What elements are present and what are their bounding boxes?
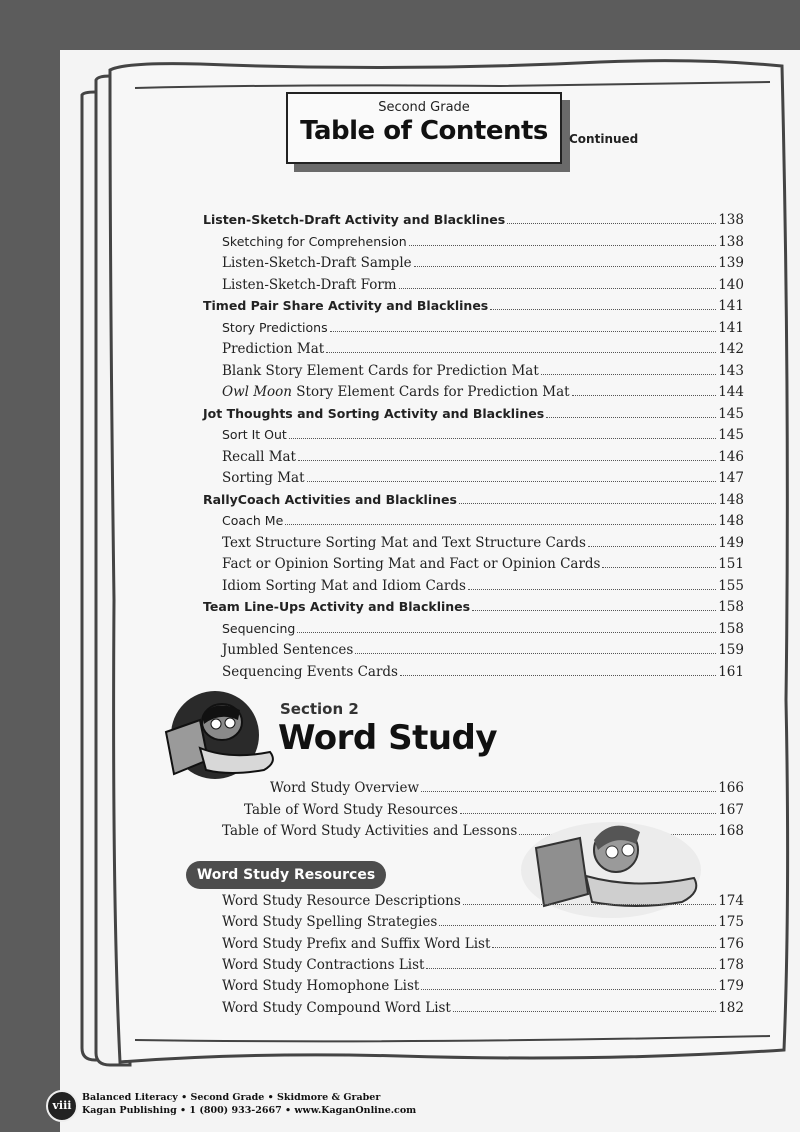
dot-leader [546, 416, 716, 418]
toc-entry [222, 535, 744, 555]
footer-line-1: Balanced Literacy • Second Grade • Skidmore & Graber [82, 1092, 381, 1103]
toc-entry-page: 146 [718, 448, 744, 465]
toc-entry [203, 599, 744, 619]
toc-entry-page: 138 [718, 212, 744, 228]
toc-entry-page: 174 [718, 893, 744, 909]
toc-entry-text: Blank Story Element Cards for Prediction Mat [222, 362, 539, 379]
toc-entry-page: 148 [718, 491, 744, 508]
toc-entry [203, 406, 744, 426]
toc-entry [222, 384, 744, 404]
dot-leader [468, 588, 716, 590]
toc-entry-text: Listen-Sketch-Draft Sample [222, 255, 412, 271]
toc-entry-page: 168 [718, 823, 744, 839]
toc-entry-label [270, 780, 419, 796]
footer-line-2: Kagan Publishing • 1 (800) 933-2667 • www.KaganOnline.com [82, 1105, 417, 1116]
toc-entry [222, 893, 744, 913]
toc-entry-page: 144 [718, 384, 744, 400]
dot-leader [426, 967, 716, 969]
toc-entry [222, 1000, 744, 1020]
toc-entry-label [203, 212, 505, 227]
toc-entry-text: Sketching for Comprehension [222, 233, 407, 249]
dot-leader [326, 351, 716, 353]
toc-entry-text: Table of Word Study Resources [244, 801, 458, 818]
page-title: Table of Contents [300, 116, 548, 146]
toc-entry-text: Word Study Overview [270, 780, 420, 796]
dot-leader [453, 1010, 716, 1012]
toc-entry [222, 234, 744, 254]
toc-entry [203, 212, 744, 232]
toc-entry [222, 513, 744, 533]
toc-entry-page: 167 [718, 801, 744, 818]
toc-entry-text: Sorting Mat [222, 470, 305, 486]
toc-entry-label [222, 384, 570, 400]
dot-leader [588, 545, 716, 547]
toc-entry [222, 936, 744, 956]
toc-entry-text: Recall Mat [222, 448, 296, 465]
toc-entry-page: 175 [718, 914, 744, 931]
toc-entry-page: 151 [718, 556, 744, 572]
toc-entry-text: Story Predictions [222, 319, 328, 335]
dot-leader [492, 946, 716, 948]
toc-entry-page: 179 [718, 978, 744, 995]
toc-entry-page: 182 [718, 999, 744, 1016]
toc-entry [222, 914, 744, 934]
page-number-badge: viii [46, 1090, 78, 1122]
toc-entry-page: 158 [718, 620, 744, 637]
dot-leader [285, 523, 716, 525]
toc-entry-text: Word Study Spelling Strategies [222, 914, 438, 931]
toc-entry [203, 492, 744, 512]
toc-entry-page: 176 [718, 935, 744, 952]
toc-entry [222, 255, 744, 275]
toc-entry-label [244, 802, 458, 818]
toc-entry-label [222, 664, 398, 680]
toc-entry-page: 158 [718, 599, 744, 615]
toc-entry-text: Sort It Out [222, 427, 287, 442]
continued-label: Continued [569, 132, 639, 146]
toc-entry [222, 578, 744, 598]
toc-entry-text: Jot Thoughts and Sorting Activity and Blacklines [203, 405, 545, 421]
toc-entry-label [222, 341, 324, 357]
dot-leader [459, 502, 716, 504]
toc-entry-text: Jumbled Sentences [222, 642, 354, 658]
toc-entry-text: Idiom Sorting Mat and Idiom Cards [222, 577, 466, 594]
toc-entry-label [203, 406, 544, 421]
toc-entry-text: Listen-Sketch-Draft Activity and Blacklines [203, 212, 506, 227]
toc-entry-label [203, 492, 457, 507]
dot-leader [307, 480, 717, 482]
toc-entry-page: 138 [718, 233, 744, 250]
toc-entry [222, 556, 744, 576]
toc-entry-text: Text Structure Sorting Mat and Text Structure Cards [222, 534, 586, 551]
toc-entry [222, 277, 744, 297]
toc-entry-text: Listen-Sketch-Draft Form [222, 276, 397, 293]
dot-leader [400, 674, 716, 676]
toc-entry-page: 155 [718, 577, 744, 594]
toc-entry-label [222, 470, 305, 486]
toc-entry-page: 145 [718, 405, 744, 422]
reading-kid-icon [160, 690, 280, 790]
toc-entry [222, 427, 744, 447]
dot-leader [297, 631, 716, 633]
section-number: Section 2 [280, 700, 359, 718]
resources-heading-pill: Word Study Resources [186, 861, 386, 889]
toc-entry-page: 142 [718, 341, 744, 357]
toc-entry-label [222, 936, 490, 952]
toc-entry-label [222, 621, 295, 636]
dot-leader [409, 244, 717, 246]
toc-entry-page: 141 [718, 319, 744, 336]
toc-entry-text: Team Line-Ups Activity and Blacklines [203, 599, 471, 614]
toc-entry-text: Word Study Resource Descriptions [222, 893, 461, 909]
toc-entry-text: Sequencing [222, 620, 296, 636]
toc-entry-page: 139 [718, 255, 744, 271]
toc-entry-label-italic: Owl Moon [222, 384, 293, 400]
toc-entry-text: Table of Word Study Activities and Lessons [222, 823, 518, 839]
grade-label: Second Grade [378, 100, 470, 115]
toc-entry-page: 159 [718, 642, 744, 658]
toc-entry-text: Prediction Mat [222, 341, 325, 357]
toc-entry [222, 621, 744, 641]
toc-entry-text: Sequencing Events Cards [222, 663, 398, 680]
toc-entry-label [222, 642, 353, 658]
toc-entry-label [203, 298, 488, 313]
toc-entry-text: Coach Me [222, 513, 284, 528]
toc-entry-label [222, 255, 412, 271]
toc-entry [222, 957, 744, 977]
toc-entry-text: Word Study Contractions List [222, 956, 425, 973]
toc-entry-label [203, 599, 470, 614]
dot-leader [602, 566, 716, 568]
dot-leader [572, 394, 717, 396]
toc-entry-text: RallyCoach Activities and Blacklines [203, 491, 457, 507]
toc-entry-page: 148 [718, 513, 744, 529]
toc-entry [270, 780, 744, 800]
toc-entry-label [222, 893, 461, 909]
toc-entry [222, 341, 744, 361]
dot-leader [541, 373, 716, 375]
toc-entry [222, 470, 744, 490]
toc-entry-label [222, 978, 419, 994]
toc-entry-text: Fact or Opinion Sorting Mat and Fact or Opinion Cards [222, 556, 601, 572]
toc-entry-label [222, 513, 283, 528]
toc-entry-text: Story Element Cards for Prediction Mat [292, 384, 570, 400]
toc-entry-label [222, 277, 397, 293]
toc-entry-page: 140 [718, 276, 744, 293]
toc-entry [222, 978, 744, 998]
toc-entry-page: 147 [718, 470, 744, 486]
toc-entry-label [222, 363, 539, 379]
toc-entry [222, 363, 744, 383]
toc-entry [222, 320, 744, 340]
toc-entry-label [222, 914, 437, 930]
toc-entry-page: 149 [718, 534, 744, 551]
toc-entry-label [222, 427, 287, 442]
dot-leader [399, 287, 717, 289]
toc-entry [222, 664, 744, 684]
dot-leader [439, 924, 716, 926]
dot-leader [330, 330, 717, 332]
dot-leader [490, 308, 716, 310]
toc-entry [222, 449, 744, 469]
toc-entry-label [222, 556, 600, 572]
dot-leader [355, 652, 716, 654]
dot-leader [289, 437, 716, 439]
toc-entry-page: 141 [718, 298, 744, 314]
toc-entry-text: Word Study Prefix and Suffix Word List [222, 935, 491, 952]
title-box [286, 92, 562, 164]
toc-entry-label [222, 449, 296, 465]
toc-entry-label [222, 578, 466, 594]
dot-leader [298, 459, 716, 461]
toc-entry-page: 143 [718, 362, 744, 379]
toc-entry-page: 166 [718, 780, 744, 796]
dot-leader [421, 988, 716, 990]
toc-entry [222, 642, 744, 662]
dot-leader [414, 265, 717, 267]
toc-entry-label [222, 957, 424, 973]
toc-entry-label [222, 1000, 451, 1016]
toc-entry-text: Word Study Compound Word List [222, 999, 451, 1016]
toc-entry-page: 178 [718, 956, 744, 973]
toc-entry-text: Timed Pair Share Activity and Blacklines [203, 298, 489, 313]
toc-entry-label [222, 535, 586, 551]
dot-leader [472, 609, 716, 611]
dot-leader [507, 222, 716, 224]
toc-entry-label [222, 320, 328, 335]
dot-leader [463, 903, 716, 905]
toc-entry-label [222, 234, 407, 249]
toc-entry-page: 161 [718, 663, 744, 680]
dot-leader [421, 790, 716, 792]
toc-entry-page: 145 [718, 427, 744, 443]
toc-entry-label [222, 823, 517, 839]
section-title: Word Study [278, 718, 498, 758]
toc-entry-text: Word Study Homophone List [222, 978, 420, 995]
toc-entry [203, 298, 744, 318]
